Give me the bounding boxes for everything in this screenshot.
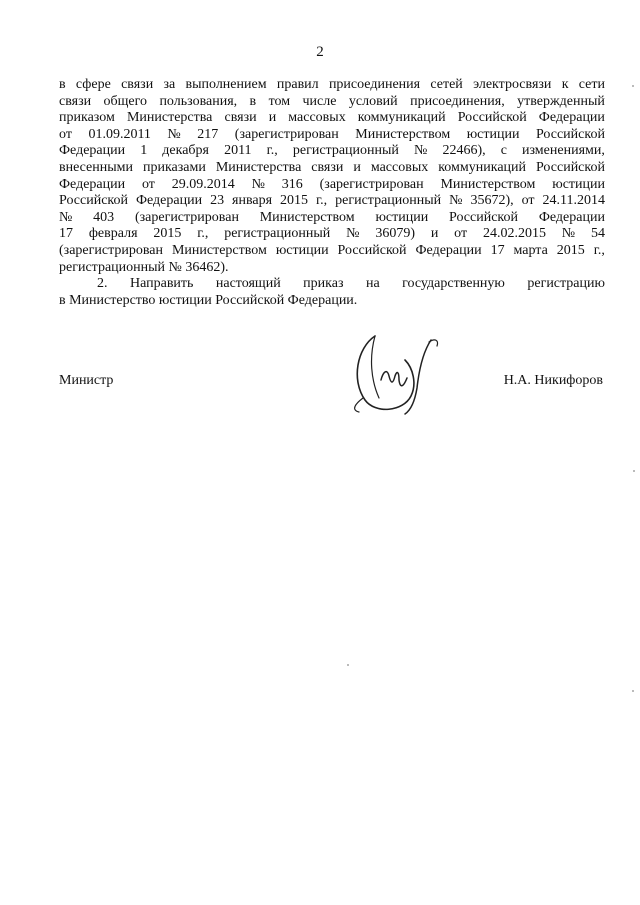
text-line: регистрационный № 36462). (59, 259, 229, 275)
order-text (59, 77, 605, 309)
text-line: в Министерство юстиции Российской Федерации. (59, 292, 358, 308)
paragraph-item-2 (59, 276, 605, 309)
text-line: 2. Направить настоящий приказ на государственную регистрацию (97, 276, 605, 292)
text-line: связи общего пользования, в том числе условий присоединения, утвержденный (59, 93, 605, 109)
text-line: Федерации 1 декабря 2011 г., регистрационный № 22466), с изменениями, (59, 143, 605, 159)
text-line: Федерации от 29.09.2014 № 316 (зарегистрирован Министерством юстиции (59, 176, 605, 192)
paragraph-continuation (59, 77, 605, 276)
scan-artifact (632, 85, 634, 87)
text-line: внесенными приказами Министерства связи и массовых коммуникаций Российской (59, 159, 605, 175)
scan-artifact (633, 470, 635, 472)
text-line: № 403 (зарегистрирован Министерством юстиции Российской Федерации (59, 209, 605, 225)
text-line: в сфере связи за выполнением правил присоединения сетей электросвязи к сети (59, 77, 605, 92)
signatory-title: Министр (59, 373, 114, 388)
scan-artifact (632, 690, 634, 692)
text-line: от 01.09.2011 № 217 (зарегистрирован Министерством юстиции Российской (59, 126, 605, 142)
scan-artifact (347, 664, 349, 666)
text-line: (зарегистрирован Министерством юстиции Российской Федерации 17 марта 2015 г., (59, 242, 605, 258)
text-line: Российской Федерации 23 января 2015 г., регистрационный № 35672), от 24.11.2014 (59, 193, 605, 209)
text-line: 17 февраля 2015 г., регистрационный № 36079) и от 24.02.2015 № 54 (59, 226, 605, 242)
text-line: приказом Министерства связи и массовых коммуникаций Российской Федерации (59, 110, 605, 126)
page-number: 2 (316, 44, 324, 60)
handwritten-signature (345, 318, 445, 418)
signature-row (59, 373, 605, 393)
signatory-name: Н.А. Никифоров (503, 373, 603, 388)
